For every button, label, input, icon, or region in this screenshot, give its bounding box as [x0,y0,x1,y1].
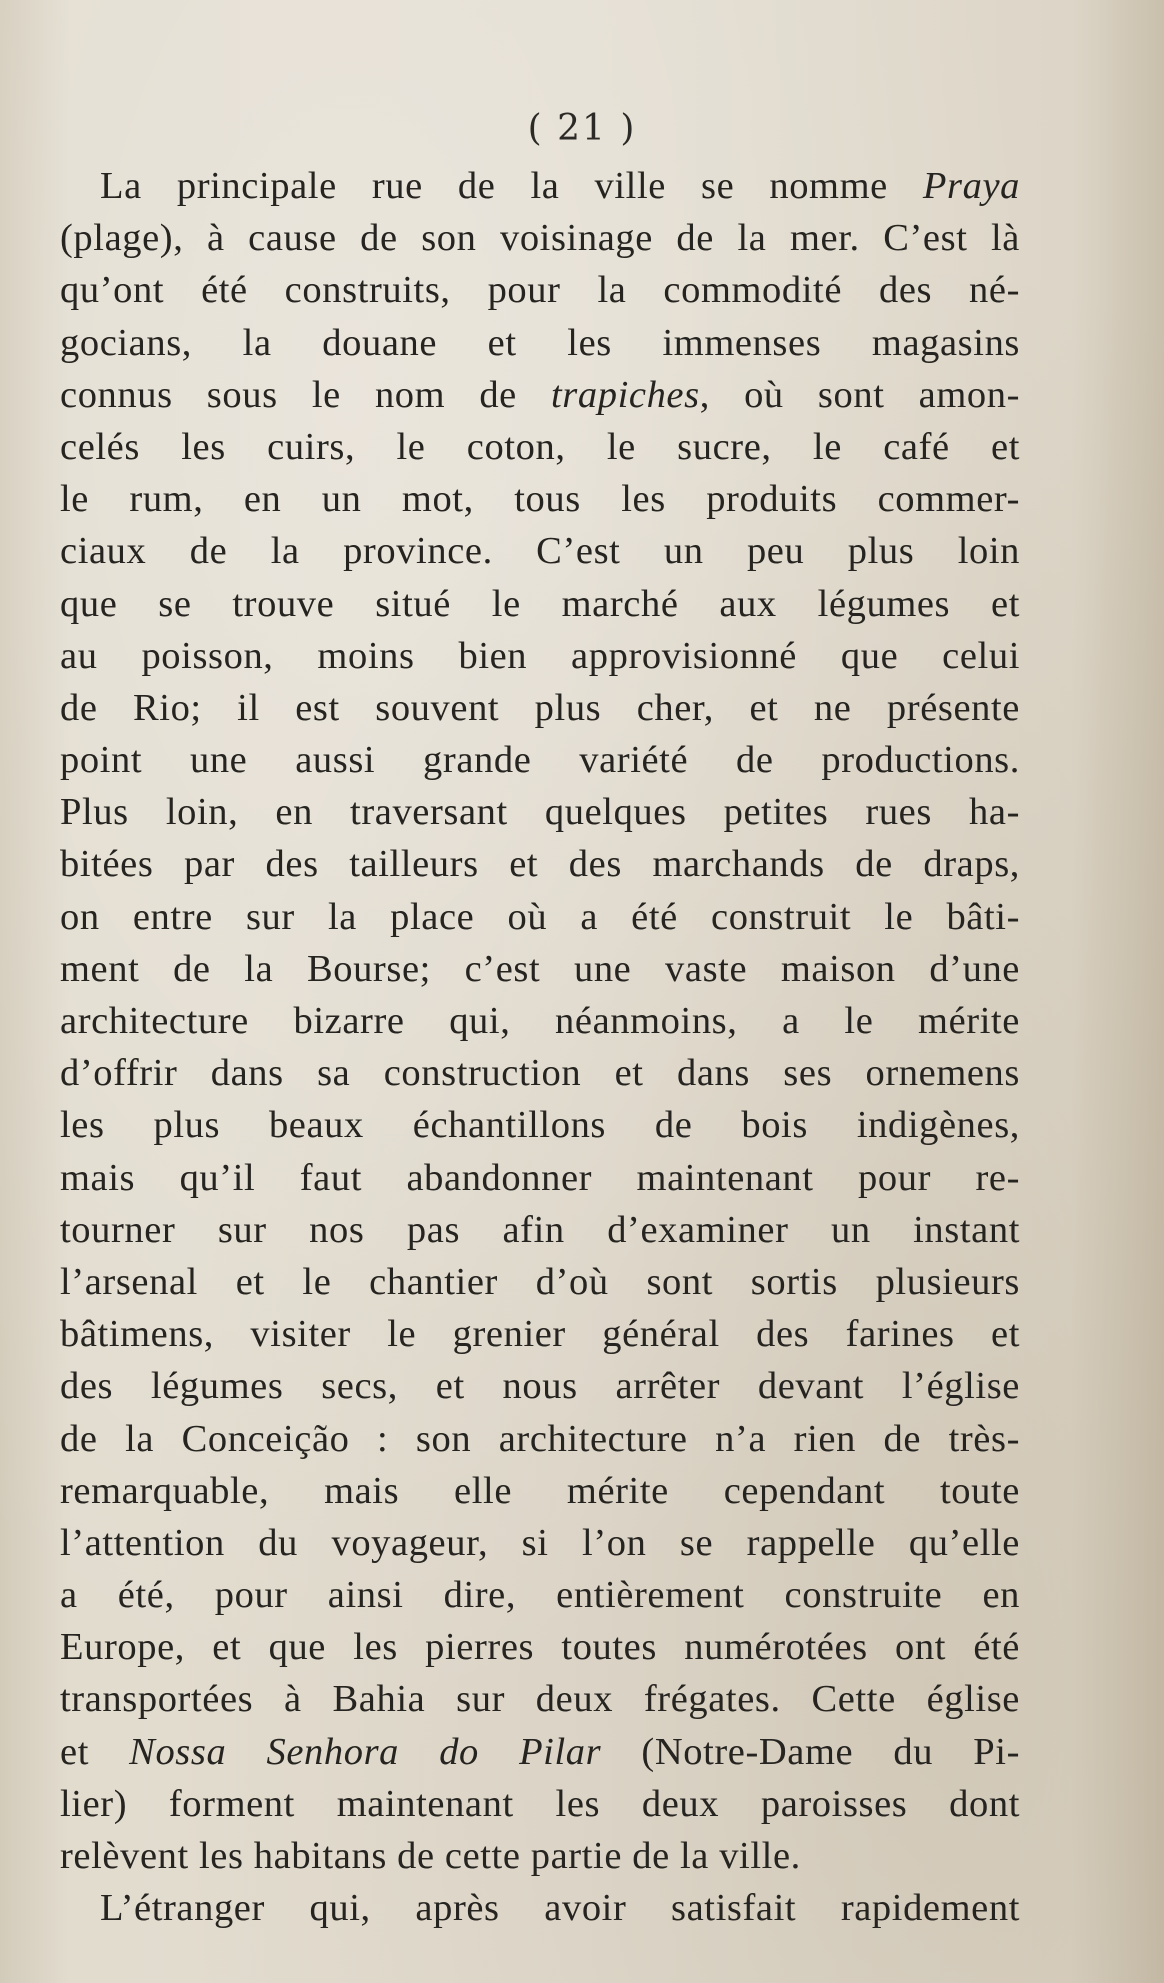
text-segment: ciaux de la province. C’est un peu plus loin [60,530,1020,573]
text-segment: des légumes secs, et nous arrêter devant l’église [60,1365,1020,1408]
text-segment: de Rio; il est souvent plus cher, et ne présente [60,686,1020,729]
text-line [60,995,1020,1047]
text-line [60,943,1020,995]
text-line [60,1099,1020,1151]
text-line [60,1673,1020,1725]
text-line [60,473,1020,525]
text-line [60,1621,1020,1673]
text-line [60,578,1020,630]
text-line [60,525,1020,577]
text-segment: les plus beaux échantillons de bois indigènes, [60,1104,1020,1147]
text-segment: La principale rue de la ville se nomme [100,165,923,207]
text-segment: l’arsenal et le chantier d’où sont sortis plusieurs [60,1260,1020,1303]
text-segment: qu’ont été construits, pour la commodité des né- [60,269,1020,312]
text-segment: lier) forment maintenant les deux paroisses dont [60,1782,1020,1825]
text-segment: L’étranger qui, après avoir satisfait rapidement [100,1887,1020,1930]
text-line [60,1569,1020,1621]
text-segment: tourner sur nos pas afin d’examiner un instant [60,1208,1020,1251]
text-segment: bâtimens, visiter le grenier général des farines et [60,1313,1020,1356]
text-segment: on entre sur la place où a été construit le bâti- [60,895,1020,938]
text-line [60,1413,1020,1465]
text-line [60,1882,1020,1934]
text-segment: bitées par des tailleurs et des marchands de draps, [60,843,1020,886]
text-line [60,1047,1020,1099]
text-line [60,734,1020,786]
text-line [60,1204,1020,1256]
text-line [60,1256,1020,1308]
text-segment: transportées à Bahia sur deux frégates. Cette église [60,1678,1020,1721]
italic-text: Praya [922,165,1020,207]
text-line [60,1360,1020,1412]
text-segment: connus sous le nom de [60,373,552,416]
page-number: ( 21 ) [527,108,637,149]
text-segment: Europe, et que les pierres toutes numérotées ont été [60,1626,1020,1669]
text-segment: Plus loin, en traversant quelques petites rues ha- [60,791,1020,834]
text-segment: (Notre-Dame du Pi- [601,1730,1021,1773]
text-segment: mais qu’il faut abandonner maintenant pour re- [60,1156,1020,1199]
text-segment: de la Conceição : son architecture n’a rien de très- [60,1417,1020,1460]
text-segment: ment de la Bourse; c’est une vaste maison d’une [60,947,1020,990]
text-segment: remarquable, mais elle mérite cependant toute [60,1469,1020,1512]
text-line [60,1778,1020,1830]
text-line [60,682,1020,734]
text-line [60,786,1020,838]
text-segment: d’offrir dans sa construction et dans ses ornemens [60,1052,1020,1095]
text-segment: que se trouve situé le marché aux légumes et [60,582,1020,625]
text-segment: l’attention du voyageur, si l’on se rappelle qu’elle [60,1521,1020,1564]
text-line [60,421,1020,473]
text-segment: le rum, en un mot, tous les produits commer- [60,478,1020,521]
text-line [60,1726,1020,1778]
text-line [60,891,1020,943]
text-line [60,317,1020,369]
text-line [60,264,1020,316]
text-line [60,1830,1020,1882]
text-segment: point une aussi grande variété de productions. [60,739,1020,782]
text-line [60,838,1020,890]
text-segment: celés les cuirs, le coton, le sucre, le café et [60,425,1020,468]
text-segment: a été, pour ainsi dire, entièrement construite en [60,1574,1020,1617]
text-line [60,369,1020,421]
text-line [60,212,1020,264]
italic-text: Nossa Senhora do Pilar [129,1730,602,1773]
text-line [60,630,1020,682]
text-segment: et [60,1730,130,1773]
text-line [60,160,1020,212]
body-text [60,160,1020,1934]
text-segment: (plage), à cause de son voisinage de la mer. C’est là [60,217,1020,260]
text-segment: gocians, la douane et les immenses magasins [60,321,1020,364]
text-line [60,1465,1020,1517]
text-line [60,1517,1020,1569]
italic-text: trapiches [551,373,700,416]
text-segment: au poisson, moins bien approvisionné que celui [60,634,1020,677]
text-segment: , où sont amon- [699,373,1020,416]
text-line [60,1308,1020,1360]
text-line [60,1152,1020,1204]
text-segment: architecture bizarre qui, néanmoins, a le mérite [60,1000,1020,1042]
text-segment: relèvent les habitans de cette partie de la ville. [60,1835,801,1877]
